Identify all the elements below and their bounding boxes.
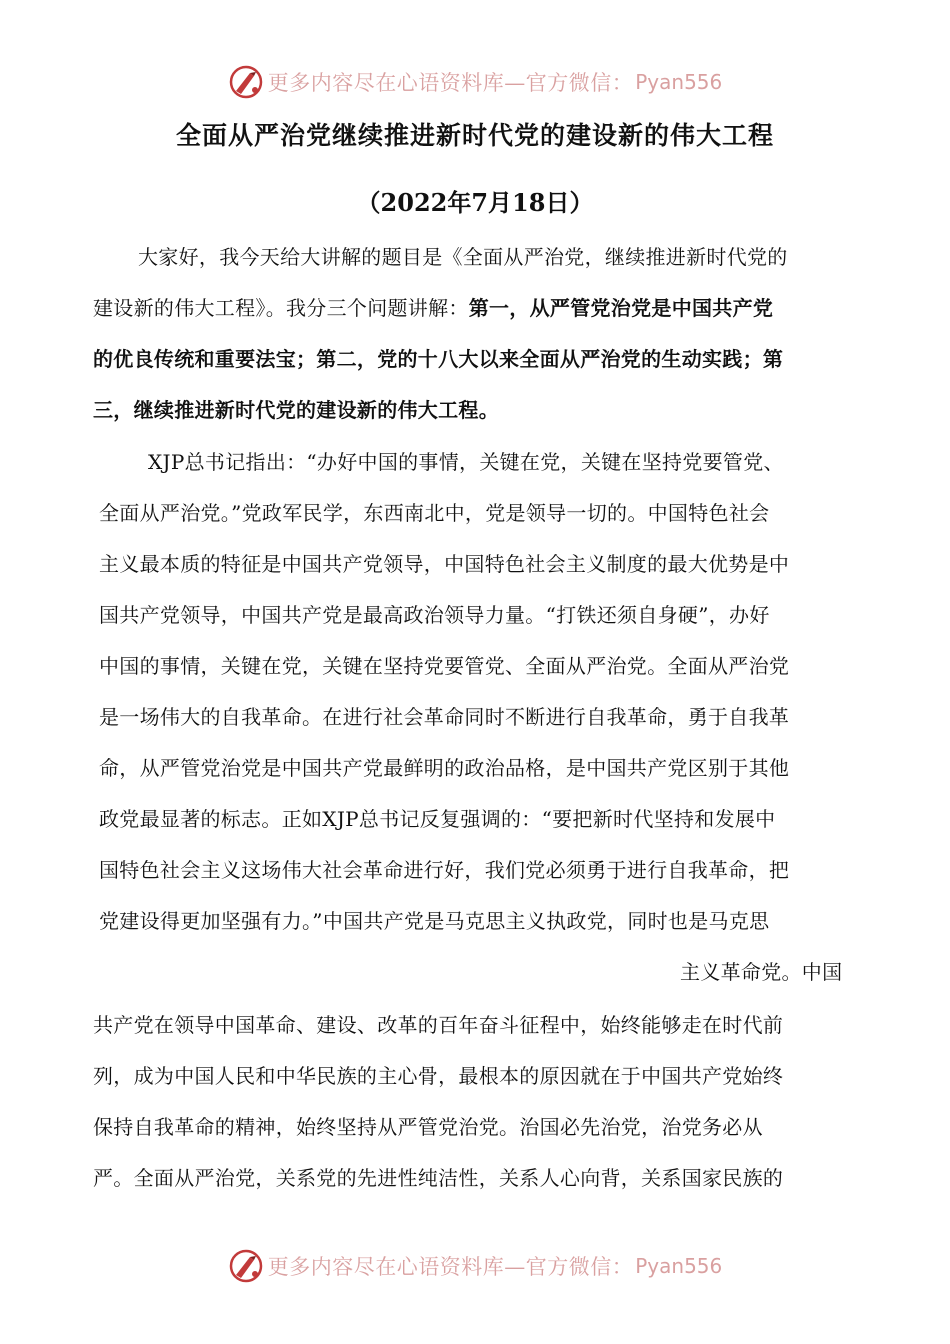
- footer-banner: [0, 1246, 950, 1286]
- p3-line-4: 严。全面从严治党，关系党的先进性纯洁性，关系人心向背，关系国家民族的: [93, 1166, 784, 1190]
- p2-line-4: 国共产党领导，中国共产党是最高政治领导力量。“打铁还须自身硬”，办好: [99, 603, 770, 627]
- pen-logo-icon: [228, 1248, 264, 1284]
- banner-account: Pyan556: [635, 70, 723, 94]
- p2-line-2: 全面从严治党。”党政军民学，东西南北中，党是领导一切的。中国特色社会: [99, 501, 770, 525]
- p2-line-6: 是一场伟大的自我革命。在进行社会革命同时不断进行自我革命，勇于自我革: [99, 705, 790, 729]
- p1-line-4: 三，继续推进新时代党的建设新的伟大工程。: [93, 398, 499, 422]
- footer-banner-text: 更多内容尽在心语资料库—官方微信：: [267, 1255, 634, 1279]
- document-title: 全面从严治党继续推进新时代党的建设新的伟大工程: [175, 121, 774, 150]
- banner-content: [228, 64, 723, 100]
- footer-banner-account: Pyan556: [635, 1254, 723, 1278]
- p3-line-1: 共产党在领导中国革命、建设、改革的百年奋斗征程中，始终能够走在时代前: [93, 1013, 784, 1037]
- p2-line-10: 党建设得更加坚强有力。”中国共产党是马克思主义执政党，同时也是马克思: [99, 909, 770, 933]
- p2-line-1: XJP总书记指出：“办好中国的事情，关键在党，关键在坚持党要管党、: [148, 450, 784, 474]
- p1-line-2: [93, 293, 773, 323]
- p3-line-2: 列，成为中国人民和中华民族的主心骨，最根本的原因就在于中国共产党始终: [93, 1064, 784, 1088]
- p2-line-11: 主义革命党。中国: [680, 960, 843, 984]
- p2-line-7: 命，从严管党治党是中国共产党最鲜明的政治品格，是中国共产党区别于其他: [99, 756, 790, 780]
- document-date: （2022年7月18日）: [356, 188, 594, 217]
- p2-line-5: 中国的事情，关键在党，关键在坚持党要管党、全面从严治党。全面从严治党: [99, 654, 790, 678]
- p2-line-9: 国特色社会主义这场伟大社会革命进行好，我们党必须勇于进行自我革命，把: [99, 858, 790, 882]
- pen-logo-icon: [228, 64, 264, 100]
- p3-line-3: 保持自我革命的精神，始终坚持从严管党治党。治国必先治党，治党务必从: [93, 1115, 763, 1139]
- p1-line-1: 大家好，我今天给大讲解的题目是《全面从严治党，继续推进新时代党的: [138, 245, 788, 269]
- p1-line-2-bold: 第一，从严管党治党是中国共产党: [468, 296, 774, 320]
- p1-line-3: 的优良传统和重要法宝；第二，党的十八大以来全面从严治党的生动实践；第: [93, 347, 784, 371]
- p2-line-3: 主义最本质的特征是中国共产党领导，中国特色社会主义制度的最大优势是中: [99, 552, 790, 576]
- p1-line-2-normal: 建设新的伟大工程》。我分三个问题讲解：: [93, 296, 469, 320]
- header-banner: [0, 62, 950, 102]
- banner-text: 更多内容尽在心语资料库—官方微信：: [267, 71, 634, 95]
- p2-line-8: 政党最显著的标志。正如XJP总书记反复强调的：“要把新时代坚持和发展中: [99, 807, 776, 831]
- footer-banner-content: [228, 1248, 723, 1284]
